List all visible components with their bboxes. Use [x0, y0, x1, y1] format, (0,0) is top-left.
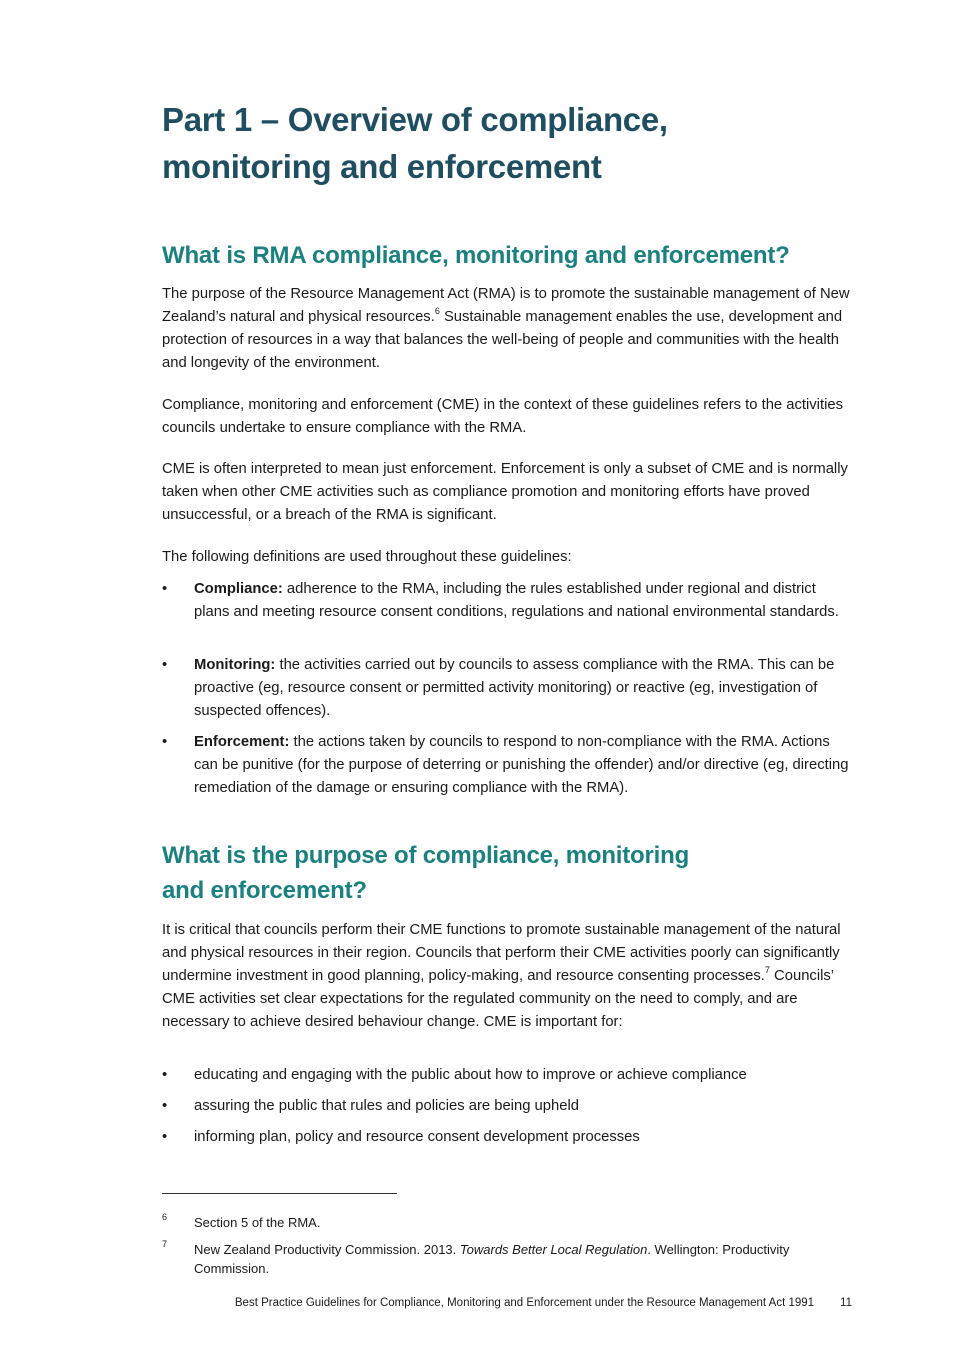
definition-term: Compliance: [194, 581, 283, 597]
footnote-divider [162, 1193, 397, 1194]
list-item-text: informing plan, policy and resource consent development processes [194, 1129, 640, 1145]
list-item-text: assuring the public that rules and policies are being upheld [194, 1098, 579, 1114]
paragraph-cme-critical [162, 919, 850, 1034]
list-item-text: educating and engaging with the public about how to improve or achieve compliance [194, 1067, 747, 1083]
paragraph-cme-context: Compliance, monitoring and enforcement (CME) in the context of these guidelines refers to the activities councils undertake to ensure compliance with the RMA. [162, 397, 843, 436]
list-item [162, 1095, 852, 1118]
definition-term: Monitoring: [194, 657, 276, 673]
definition-text: the activities carried out by councils to assess compliance with the RMA. This can be proactive (eg, resource consent or permitted activity monitoring) or reactive (eg, investigation of suspected offences). [194, 657, 835, 719]
cited-title: Towards Better Local Regulation [459, 1242, 648, 1257]
bullet-marker: • [162, 581, 168, 597]
footer-title: Best Practice Guidelines for Compliance, Monitoring and Enforcement under the Resource Management Act 1991 [234, 1297, 815, 1309]
paragraph-text: The purpose of the Resource Management Act (RMA) is to promote the sustainable management of New Zealand’s natural and physical resources. [162, 286, 850, 325]
paragraph-cme-interpretation: CME is often interpreted to mean just enforcement. Enforcement is only a subset of CME and is normally taken when other CME activities such as compliance promotion and monitoring efforts have proved unsuccessful, or a breach of the RMA is significant. [162, 461, 848, 523]
footnote-6 [162, 1213, 852, 1232]
footnote-ref-7[interactable]: 7 [764, 965, 770, 976]
footnote-text-part: . Wellington: Productivity Commission. [194, 1242, 790, 1276]
paragraph-definitions-intro: The following definitions are used throughout these guidelines: [162, 549, 572, 565]
definition-item-compliance [162, 578, 852, 624]
footnote-7 [162, 1240, 852, 1278]
footnote-text [194, 1240, 852, 1278]
list-item [162, 1126, 852, 1149]
bullet-marker: • [162, 1067, 168, 1083]
paragraph-text: Sustainable management enables the use, development and protection of resources in a way that balances the well-being of people and communities with the health and longevity of the environment. [162, 309, 843, 371]
heading-line: and enforcement? [162, 877, 367, 904]
definition-term: Enforcement: [194, 734, 290, 750]
page-footer [235, 1297, 852, 1309]
definition-text: adherence to the RMA, including the rules established under regional and district plans and meeting resource consent conditions, regulations and national environmental standards. [194, 581, 839, 620]
bullet-marker: • [162, 1098, 168, 1114]
footnote-text-part: New Zealand Productivity Commission. 2013. [194, 1242, 460, 1257]
heading-line: What is the purpose of compliance, monitoring [162, 842, 690, 869]
page-number: 11 [840, 1297, 852, 1309]
definition-item-monitoring [162, 654, 852, 723]
bullet-marker: • [162, 1129, 168, 1145]
bullet-marker: • [162, 657, 168, 673]
section-heading-purpose-of-cme [162, 838, 689, 908]
page-title: Part 1 – Overview of compliance, monitoring and enforcement [162, 101, 668, 185]
bullet-marker: • [162, 734, 168, 750]
paragraph-text: Councils’ CME activities set clear expectations for the regulated community on the need to comply, and are necessary to achieve desired behaviour change. CME is important for: [162, 968, 834, 1030]
footnote-text: Section 5 of the RMA. [194, 1215, 321, 1230]
list-item [162, 1064, 852, 1087]
paragraph-rma-purpose [162, 283, 850, 375]
footnote-number: 7 [162, 1239, 168, 1249]
section-heading-what-is-cme: What is RMA compliance, monitoring and enforcement? [162, 242, 790, 269]
definition-item-enforcement [162, 731, 852, 800]
footnote-ref-6[interactable]: 6 [434, 306, 440, 317]
footnote-number: 6 [162, 1212, 168, 1222]
definition-text: the actions taken by councils to respond to non-compliance with the RMA. Actions can be punitive (for the purpose of deterring or punishing the offender) and/or directive (eg, directing remediation of the damage or ensuring compliance with the RMA). [194, 734, 849, 796]
paragraph-text: It is critical that councils perform their CME functions to promote sustainable management of the natural and physical resources in their region. Councils that perform their CME activities poorly can significantly undermine investment in good planning, policy-making, and resource consenting processes. [162, 922, 841, 984]
